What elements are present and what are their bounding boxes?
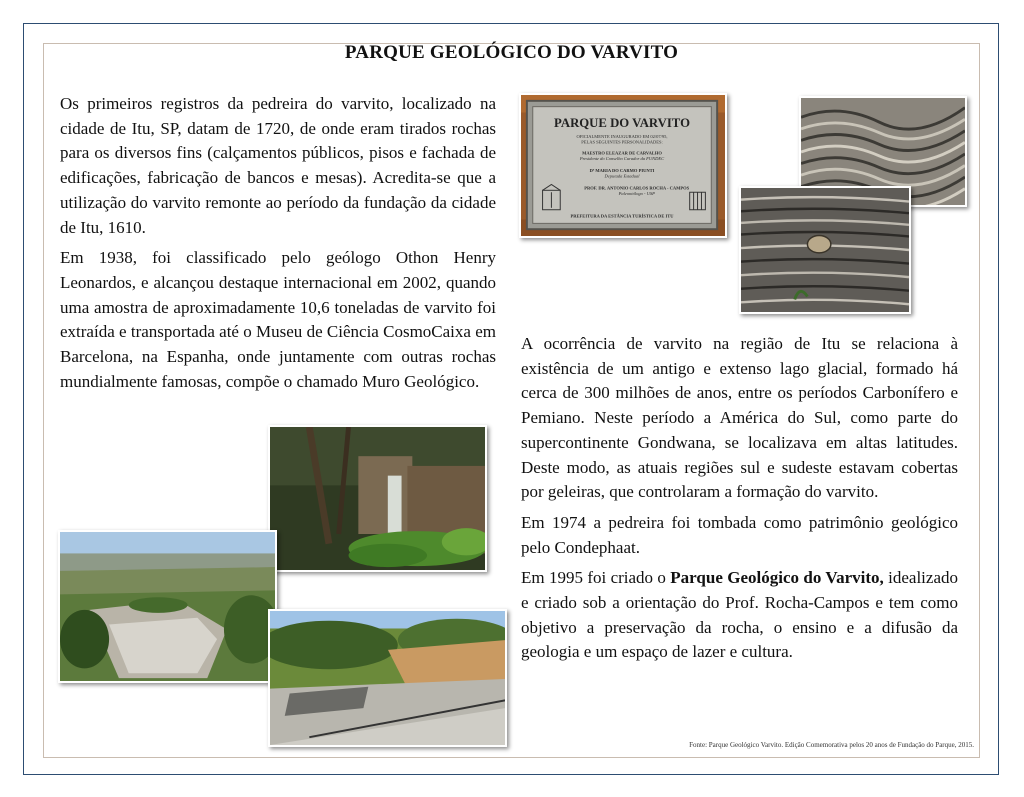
plaque-heading: PARQUE DO VARVITO <box>554 116 691 131</box>
plaque-line-2: PELAS SEGUINTES PERSONALIDADES: <box>581 139 663 145</box>
page-title: PARQUE GEOLÓGICO DO VARVITO <box>344 42 679 63</box>
park-name-bold: Parque Geológico do Varvito, <box>670 568 884 588</box>
right-text-column <box>521 332 958 671</box>
plaque-line-4: Presidente do Conselho Curador da FUNDEC <box>579 156 665 162</box>
left-text-column <box>60 92 496 400</box>
quarry-amphitheater-photo <box>268 609 507 747</box>
plaque-line-3: MAESTRO ELEAZAR DE CARVALHO <box>582 150 662 156</box>
park-paragraph <box>521 566 958 665</box>
plaque-line-6: Deputada Estadual <box>604 173 640 179</box>
heritage-paragraph: Em 1974 a pedreira foi tombada como patrimônio geológico pelo Condephaat. <box>521 512 958 557</box>
source-caption: Fonte: Parque Geológico Varvito. Edição Comemorativa pelos 20 anos de Fundação do Parque, 2015. <box>689 741 974 749</box>
aerial-park-photo <box>58 530 277 683</box>
plaque-line-9: PREFEITURA DA ESTÂNCIA TURÍSTICA DE ITU <box>570 213 674 219</box>
park-paragraph-start: Em 1995 foi criado o <box>521 568 671 588</box>
intro-paragraph: Os primeiros registros da pedreira do varvito, localizado na cidade de Itu, SP, datam de 1720, de onde eram tirados rochas para os diversos fins (calçamentos públicos, pisos e fachada de edificações, fabricação de bancos e mesas). Acredita-se que a utilização do varvito remonte ao período da fundação da cidade de Itu, 1610. <box>60 94 496 237</box>
plaque-photo <box>519 93 727 238</box>
geology-paragraph: A ocorrência de varvito na região de Itu se relaciona à existência de um antigo e extenso lago glacial, formado há cerca de 300 milhões de anos, entre os períodos Carbonífero e Pemiano. Neste período a América do Sul, como parte do supercontinente Gondwana, se localizava em altas latitudes. Deste modo, as atuais regiões sul e sudeste estavam cobertas por geleiras, que controlaram a formação do varvito. <box>521 334 958 502</box>
plaque-line-8: Paleontólogo - USP <box>618 191 655 197</box>
plaque-line-7: PROF. DR. ANTONIO CARLOS ROCHA - CAMPOS <box>584 185 690 191</box>
history-paragraph: Em 1938, foi classificado pelo geólogo Othon Henry Leonardos, e alcançou destaque internacional em 2002, quando uma amostra de aproximadamente 10,6 toneladas de varvito foi extraída e transportada até o Museu de Ciência CosmoCaixa em Barcelona, na Espanha, onde juntamente com outras rochas mundialmente famosas, compõe o chamado Muro Geológico. <box>60 248 496 391</box>
plaque-line-1: OFICIALMENTE INAUGURADO EM 02/07/95, <box>576 133 668 139</box>
waterfall-photo <box>268 425 487 572</box>
plaque-line-5: Dª MARIA DO CARMO PIUNTI <box>589 167 655 173</box>
rock-strata-photo <box>739 186 911 314</box>
park-paragraph-end: idealizado e criado sob a orientação do Prof. Rocha-Campos e tem como objetivo a preservação da rocha, o ensino e a difusão da geologia e um espaço de lazer e cultura. <box>521 568 958 662</box>
